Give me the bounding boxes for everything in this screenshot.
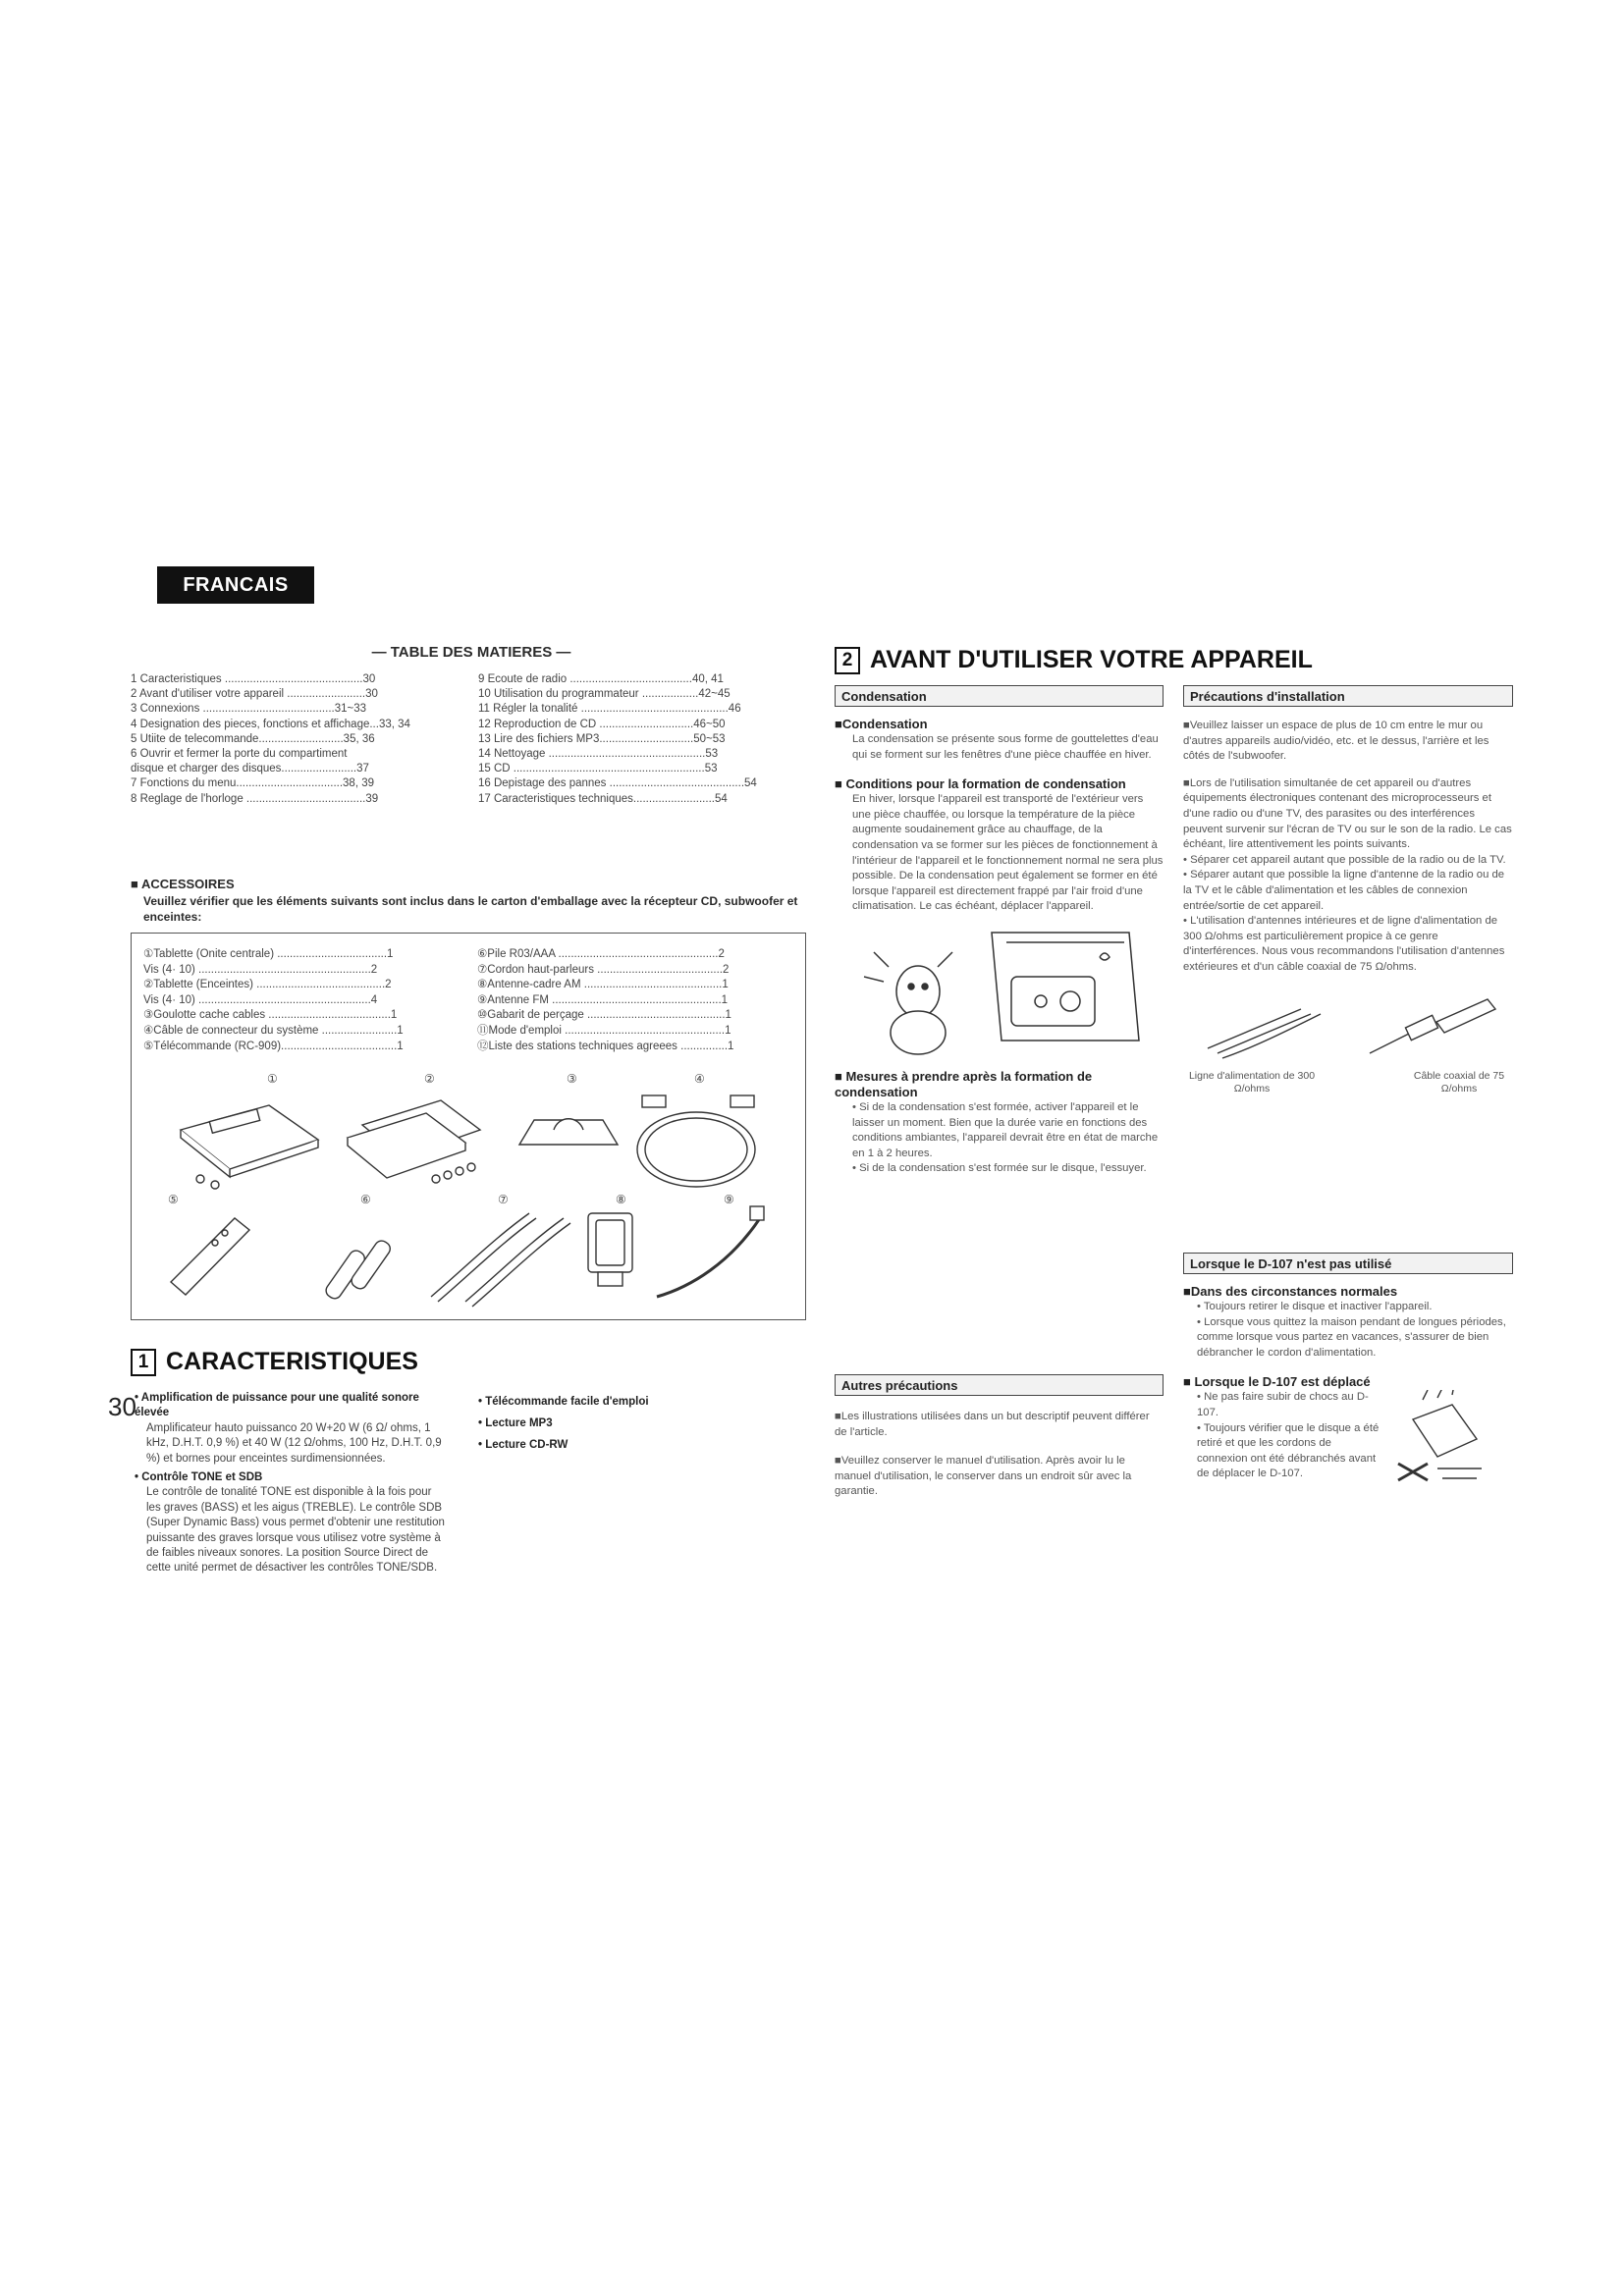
paragraph: • Si de la condensation s'est formée, activer l'appareil et le laisser un moment. Bien que la durée varie en fonctions des conditions ambiantes, l'appareil devrait être en état de marche en 1 à 2 heures. • Si de la condensation s'est formée sur le disque, l'essuyer.	[852, 1100, 1159, 1175]
accessories-heading: ■ ACCESSOIRES	[131, 877, 235, 891]
antenna-cable-illustration	[1183, 989, 1507, 1063]
toc-entry: 5 Utiite de telecommande...........................35, 36	[131, 732, 375, 745]
unused-column	[1183, 1253, 1513, 1488]
subheading: ■Dans des circonstances normales	[1183, 1284, 1398, 1299]
accessory-item: ①Tablette (Onite centrale) ...................................1	[143, 948, 394, 960]
toc-left-column	[131, 672, 455, 807]
paragraph: ■Les illustrations utilisées dans un but descriptif peuvent différer de l'article.	[835, 1411, 1150, 1438]
feature-title: • Lecture CD-RW	[478, 1439, 568, 1451]
toc-entry: 11 Régler la tonalité ...............................................46	[478, 703, 741, 716]
paragraph: En hiver, lorsque l'appareil est transporté de l'extérieur vers une pièce chauffée, ou lorsque la température de la pièce augmente soudainement grâce au chauffage, de la condensation va se former sur les pièces de fonctionnement à l'intérieur de l'appareil et le fonctionnement normal ne sera plus possible. De la condensation peut également se former en été lorsque l'appareil est directement frappé par l'air froid d'une climatisation. Le cas échéant, déplacer l'appareil.	[852, 793, 1164, 913]
language-tab: FRANCAIS	[157, 566, 314, 604]
other-precautions-header: Autres précautions	[835, 1374, 1164, 1396]
accessories-left-list	[143, 947, 462, 1054]
toc-entry: 2 Avant d'utiliser votre appareil .........................30	[131, 688, 378, 701]
accessory-item: ⑫Liste des stations techniques agreees ...............1	[477, 1040, 734, 1052]
toc-entry: 3 Connexions ..........................................31~33	[131, 703, 367, 716]
toc-entry: 15 CD .............................................................53	[478, 763, 718, 775]
feature-title: • Lecture MP3	[478, 1417, 553, 1429]
subheading: ■Condensation	[835, 717, 928, 731]
figure-label: ②	[424, 1072, 435, 1086]
toc-title: — TABLE DES MATIERES —	[371, 644, 571, 661]
caption-power-line: Ligne d'alimentation de 300 Ω/ohms	[1188, 1069, 1316, 1095]
condensation-illustration	[835, 923, 1159, 1060]
figure-label: ⑤	[168, 1193, 179, 1206]
section-number: 1	[131, 1349, 156, 1376]
accessories-box	[131, 933, 806, 1320]
accessory-item: ②Tablette (Enceintes) .........................................2	[143, 979, 392, 991]
figure-label: ④	[694, 1072, 705, 1086]
moving-device-illustration	[1383, 1390, 1491, 1488]
features-right	[478, 1391, 773, 1456]
accessory-item: ⑨Antenne FM ......................................................1	[477, 993, 729, 1006]
toc-entry: 16 Depistage des pannes ...........................................54	[478, 777, 757, 790]
accessory-item: ⑧Antenne-cadre AM ............................................1	[477, 979, 729, 991]
toc-right-column	[478, 672, 802, 807]
condensation-header: Condensation	[835, 685, 1164, 707]
toc-entry: 4 Designation des pieces, fonctions et affichage...33, 34	[131, 718, 410, 730]
feature-title: • Amplification de puissance pour une qualité sonore élevée	[135, 1392, 419, 1419]
toc-entry: 8 Reglage de l'horloge ......................................39	[131, 792, 379, 805]
subheading: ■ Lorsque le D-107 est déplacé	[1183, 1374, 1371, 1390]
subheading: ■ Conditions pour la formation de condensation	[835, 776, 1126, 792]
figure-label: ⑧	[616, 1193, 626, 1206]
toc-entry: disque et charger des disques........................37	[131, 763, 369, 775]
accessory-item: ⑤Télécommande (RC-909).....................................1	[143, 1040, 404, 1052]
paragraph: La condensation se présente sous forme de gouttelettes d'eau qui se forment sur les fenêtres d'une pièce chauffée en hiver.	[852, 733, 1159, 761]
figure-label: ⑥	[360, 1193, 371, 1206]
section-heading: AVANT D'UTILISER VOTRE APPAREIL	[870, 646, 1313, 673]
accessory-item: ⑩Gabarit de perçage ............................................1	[477, 1009, 731, 1022]
other-precautions	[835, 1374, 1164, 1500]
accessory-item: ④Câble de connecteur du système ........................1	[143, 1024, 404, 1037]
condensation-column	[835, 685, 1164, 1177]
accessories-right-list	[477, 947, 796, 1054]
section-number: 2	[835, 647, 860, 674]
toc-entry: 7 Fonctions du menu..................................38, 39	[131, 777, 375, 790]
figure-label: ⑨	[724, 1193, 734, 1206]
feature-title: • Contrôle TONE et SDB	[135, 1471, 263, 1484]
figure-label: ⑦	[498, 1193, 509, 1206]
paragraph: • Ne pas faire subir de chocs au D-107. • Toujours vérifier que le disque a été retiré et que les cordons de connexion ont été débranchés avant de déplacer le D-107.	[1197, 1391, 1380, 1480]
moving-block	[1183, 1390, 1513, 1488]
accessories-note: Veuillez vérifier que les éléments suivants sont inclus dans le carton d'emballage avec la récepteur CD, subwoofer et enceintes:	[143, 894, 798, 924]
section-heading: CARACTERISTIQUES	[166, 1348, 418, 1375]
feature-body: Amplificateur hauto puissanco 20 W+20 W (6 Ω/ ohms, 1 kHz, D.H.T. 0,9 %) et 40 W (12 Ω/ohms, 100 Hz, D.H.T. 0,9 %) et bornes pour enceintes surdimensionnées.	[146, 1421, 442, 1465]
accessory-item: ⑪Mode d'emploi ...................................................1	[477, 1024, 731, 1037]
figure-label: ①	[267, 1072, 278, 1086]
installation-column	[1183, 685, 1513, 1095]
toc-entry: 9 Ecoute de radio .......................................40, 41	[478, 673, 724, 685]
accessory-item: ⑥Pile R03/AAA ...................................................2	[477, 948, 725, 960]
section2-title	[835, 646, 1313, 674]
feature-body: Le contrôle de tonalité TONE est disponible à la fois pour les graves (BASS) et les aigus (TREBLE). Le contrôle SDB (Super Dynamic Bass) vous permet d'obtenir une restitution puissante des graves lorsque vous utilisez votre système à de faibles niveaux sonores. La position Source Direct de cette unité permet de désactiver les contrôles TONE/SDB.	[146, 1486, 445, 1575]
toc-entry: 13 Lire des fichiers MP3..............................50~53	[478, 732, 726, 745]
toc-entry: 6 Ouvrir et fermer la porte du compartiment	[131, 748, 348, 761]
installation-header: Précautions d'installation	[1183, 685, 1513, 707]
paragraph: ■Lors de l'utilisation simultanée de cet appareil ou d'autres équipements électroniques contenant des microprocesseurs et d'une radio ou d'une TV, des parasites ou des interférences peuvent survenir sur l'écran de TV ou sur le son de la radio. Le cas échéant, lire attentivement les points suivants. • Séparer cet appareil autant que possible de la radio ou de la TV. • Séparer autant que possible la ligne d'antenne de la radio ou de la TV et le câble d'alimentation et les câbles de connexion entrée/sortie de cet appareil. • L'utilisation d'antennes intérieures et de ligne d'alimentation de 300 Ω/ohms est particulièrement propice à ce genre d'interférences. Nous vous recommandons l'utilisation d'antennes extérieures et d'un câble coaxial de 75 Ω/ohms.	[1183, 776, 1512, 973]
accessories-illustration	[141, 1071, 795, 1314]
paragraph: • Toujours retirer le disque et inactiver l'appareil. • Lorsque vous quittez la maison pendant de longues périodes, comme lorsque vous partez en vacances, s'assurer de bien débrancher le cordon d'alimentation.	[1197, 1301, 1506, 1359]
figure-label: ③	[567, 1072, 577, 1086]
paragraph: ■Veuillez conserver le manuel d'utilisation. Après avoir lu le manuel d'utilisation, le conserver dans un endroit sûr avec la garantie.	[835, 1455, 1132, 1498]
toc-entry: 14 Nettoyage ..................................................53	[478, 748, 719, 761]
accessory-item: ⑦Cordon haut-parleurs ........................................2	[477, 963, 730, 976]
caption-coax: Câble coaxial de 75 Ω/ohms	[1413, 1069, 1505, 1095]
antenna-captions	[1183, 1070, 1513, 1095]
unused-header: Lorsque le D-107 n'est pas utilisé	[1183, 1253, 1513, 1274]
toc-entry: 10 Utilisation du programmateur ..................42~45	[478, 688, 731, 701]
subheading: ■ Mesures à prendre après la formation de condensation	[835, 1068, 1093, 1099]
page-number: 30	[108, 1392, 136, 1421]
accessory-item: Vis (4· 10) .......................................................4	[143, 993, 378, 1006]
toc-entry: 12 Reproduction de CD ..............................46~50	[478, 718, 726, 730]
toc-entry: 1 Caracteristiques ............................................30	[131, 673, 376, 685]
paragraph: ■Veuillez laisser un espace de plus de 10 cm entre le mur ou d'autres appareils audio/vidéo, etc. et le dessus, l'arrière et les côtés de l'subwoofer.	[1183, 720, 1489, 763]
toc-entry: 17 Caracteristiques techniques..........................54	[478, 792, 728, 805]
section1-title	[131, 1348, 418, 1376]
accessory-item: Vis (4· 10) .......................................................2	[143, 963, 378, 976]
features-left	[135, 1391, 449, 1576]
accessory-item: ③Goulotte cache cables .......................................1	[143, 1009, 398, 1022]
feature-title: • Télécommande facile d'emploi	[478, 1396, 649, 1408]
